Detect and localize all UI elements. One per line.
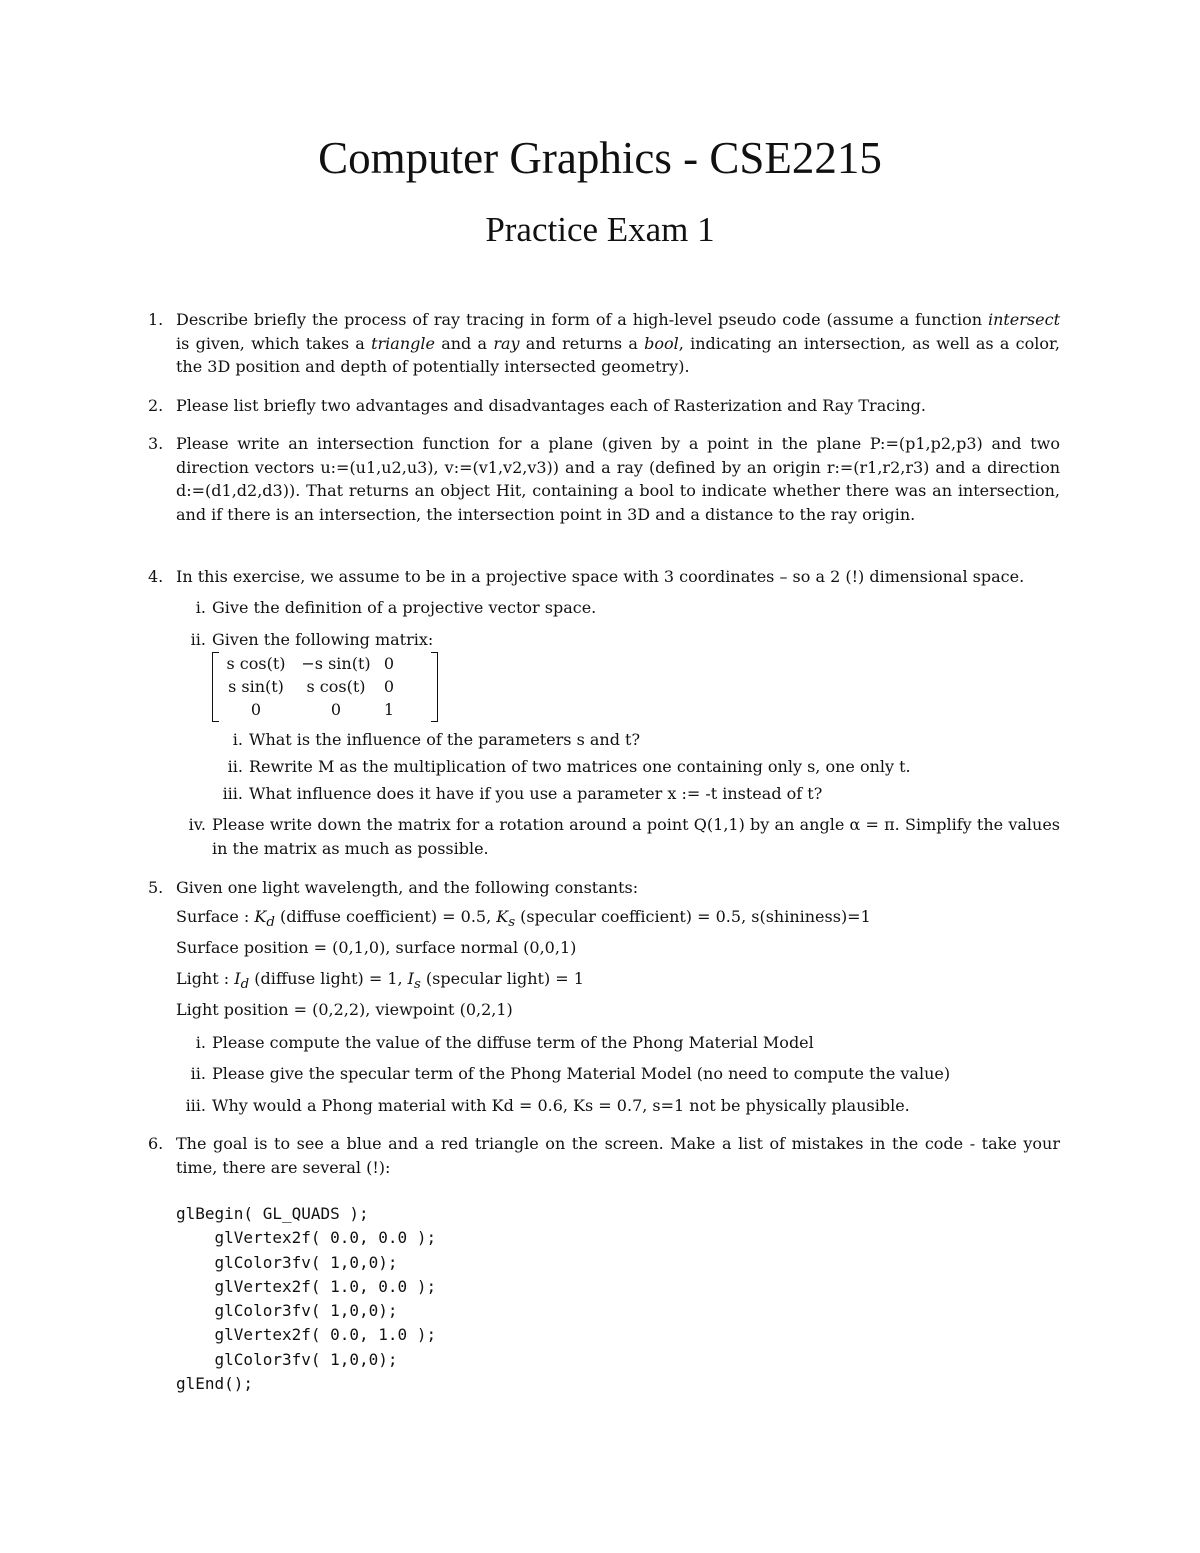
symbol: K [496, 907, 509, 926]
code-block [176, 1202, 436, 1396]
item-label: ii. [190, 1064, 206, 1083]
question-number: 3. [148, 434, 164, 453]
matrix-cell: 0 [330, 700, 342, 719]
text-run: Light : [176, 969, 235, 988]
surface-constants [176, 907, 871, 930]
document-subtitle: Practice Exam 1 [485, 210, 715, 249]
item-text: Given the following matrix: [212, 630, 434, 649]
code-line: glBegin( GL_QUADS ); [176, 1204, 369, 1223]
code-line: glColor3fv( 1,0,0); [176, 1301, 398, 1321]
text-run: Surface : [176, 907, 255, 926]
matrix-cell: 0 [383, 654, 395, 673]
question-number: 1. [148, 310, 164, 329]
text-run: is given, which takes a [176, 333, 372, 353]
light-position: Light position = (0,2,2), viewpoint (0,2,1) [176, 1000, 513, 1019]
symbol: I [234, 969, 241, 988]
question-2 [148, 394, 1060, 418]
symbol-subscript: d [240, 977, 250, 993]
item-text: Please compute the value of the diffuse term of the Phong Material Model [212, 1033, 814, 1052]
item-label: iv. [188, 815, 206, 834]
symbol: I [407, 969, 414, 988]
question-3 [148, 432, 1060, 526]
matrix-m [212, 650, 438, 724]
question-4 [148, 565, 1060, 589]
question-1 [148, 308, 1060, 379]
question-number: 5. [148, 878, 164, 897]
matrix-cell: s sin(t) [228, 677, 284, 696]
matrix-cell: 0 [250, 700, 262, 719]
question-number: 6. [148, 1134, 164, 1153]
surface-position: Surface position = (0,1,0), surface normal (0,0,1) [176, 938, 577, 957]
matrix-right-bracket [431, 652, 438, 722]
code-line: glEnd(); [176, 1374, 254, 1394]
question-text: Given one light wavelength, and the following constants: [176, 878, 639, 897]
item-label: i. [232, 730, 243, 749]
emphasis: intersect [987, 310, 1060, 329]
text-run: (specular coefficient) = 0.5, s(shininess)=1 [515, 907, 871, 926]
question-5-ii [190, 1062, 951, 1086]
question-4-ii-i [232, 728, 641, 752]
emphasis: ray [493, 333, 520, 353]
code-line: glVertex2f( 0.0, 1.0 ); [176, 1325, 437, 1345]
question-4-ii [190, 628, 434, 652]
question-text: The goal is to see a blue and a red triangle on the screen. Make a list of mistakes in the code - take your time, there are several (!): [176, 1134, 1060, 1177]
text-run: and a [434, 333, 494, 353]
question-4-ii-ii [227, 755, 911, 779]
question-5 [148, 876, 1060, 900]
emphasis: bool [644, 333, 679, 353]
code-line: glVertex2f( 0.0, 0.0 ); [176, 1228, 437, 1248]
symbol-subscript: d [266, 915, 275, 931]
document-title: Computer Graphics - CSE2215 [318, 133, 882, 183]
item-text: Please give the specular term of the Phong Material Model (no need to compute the value) [212, 1064, 951, 1083]
question-5-i [195, 1031, 814, 1055]
matrix-cell: s cos(t) [226, 654, 286, 673]
question-text: Please write an intersection function for a plane (given by a point in the plane P:=(p1,p2,p3) and two direction vectors u:=(u1,u2,u3), v:=(v1,v2,v3)) and a ray (defined by an origin r:=(r1,r2,r3) and a direction d:=(d1,d2,d3)). That returns an object Hit, containing a bool to indicate whether there was an intersection, and if there is an intersection, the intersection point in 3D and a distance to the ray origin. [176, 434, 1060, 524]
light-constants [176, 969, 584, 992]
question-text: In this exercise, we assume to be in a projective space with 3 coordinates – so a 2 (!) dimensional space. [176, 567, 1025, 586]
question-5-iii [185, 1094, 910, 1118]
question-4-i [195, 596, 597, 620]
item-text: What is the influence of the parameters s and t? [249, 730, 641, 749]
item-label: i. [195, 598, 206, 617]
question-4-iv [188, 813, 1060, 860]
item-text: Give the definition of a projective vector space. [212, 598, 597, 617]
matrix-cell: 0 [383, 677, 395, 696]
question-text [176, 308, 1060, 379]
item-label: iii. [185, 1096, 206, 1115]
symbol-subscript: s [508, 915, 516, 931]
matrix-cell: 1 [383, 700, 395, 719]
symbol-subscript: s [414, 977, 421, 993]
item-text: Please write down the matrix for a rotation around a point Q(1,1) by an angle α = π. Simplify the values in the matrix as much as possible. [212, 815, 1060, 858]
question-number: 2. [148, 396, 164, 415]
text-run: Describe briefly the process of ray tracing in form of a high-level pseudo code (assume a function [176, 310, 988, 329]
item-text: Rewrite M as the multiplication of two matrices one containing only s, one only t. [249, 757, 911, 776]
text-run: (diffuse light) = 1, [249, 969, 408, 988]
item-label: i. [195, 1033, 206, 1052]
emphasis: triangle [371, 333, 435, 353]
item-text: Why would a Phong material with Kd = 0.6, Ks = 0.7, s=1 not be physically plausible. [212, 1096, 910, 1115]
matrix-cell: −s sin(t) [301, 654, 371, 673]
code-line: glVertex2f( 1.0, 0.0 ); [176, 1276, 437, 1296]
text-run: (specular light) = 1 [420, 969, 584, 988]
question-6 [148, 1132, 1060, 1179]
question-text: Please list briefly two advantages and disadvantages each of Rasterization and Ray Tracing. [176, 396, 926, 415]
code-line: glColor3fv( 1,0,0); [176, 1252, 398, 1272]
item-text: What influence does it have if you use a parameter x := -t instead of t? [249, 784, 823, 803]
code-line: glColor3fv( 1,0,0); [176, 1349, 398, 1369]
item-label: ii. [227, 757, 243, 776]
question-number: 4. [148, 567, 164, 586]
text-run: (diffuse coefficient) = 0.5, [274, 907, 497, 926]
question-4-ii-iii [222, 782, 823, 806]
item-label: iii. [222, 784, 243, 803]
text-run: , indicating an intersection, as well as a color, the 3D position and depth of potentially intersected geometry). [176, 333, 1060, 376]
item-label: ii. [190, 630, 206, 649]
symbol: K [254, 907, 267, 926]
text-run: and returns a [519, 333, 645, 353]
matrix-cell: s cos(t) [306, 677, 366, 696]
